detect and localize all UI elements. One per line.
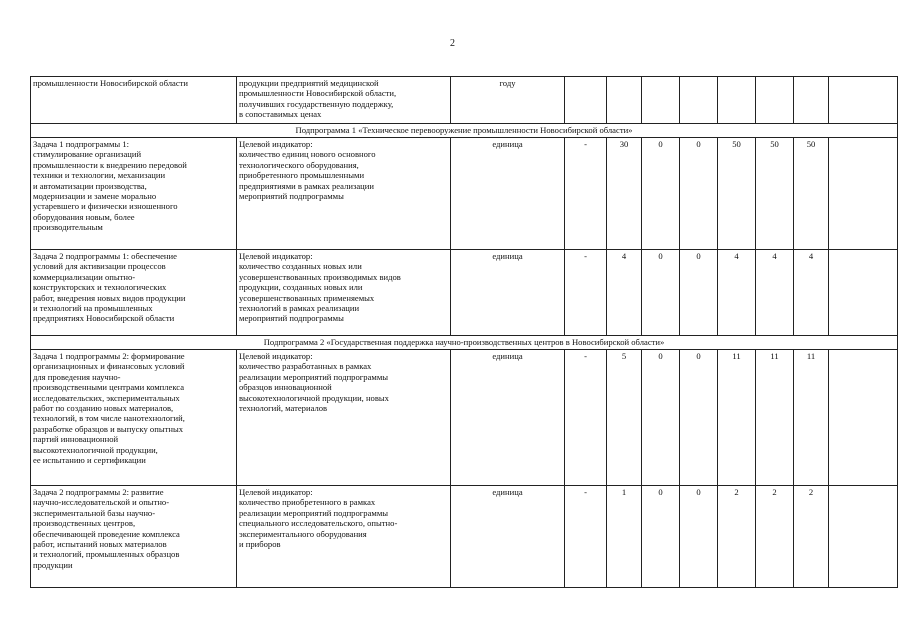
value-cell: 0 (642, 350, 680, 486)
subprogram-header-row (31, 124, 898, 138)
task-cell: промышленности Новосибирской области (31, 77, 237, 124)
indicator-cell: Целевой индикатор: количество созданных новых или усовершенствованных производимых видов продукции, созданных новых или усовершенствованных применяемых технологий в рамках реализации мероприятий подпрограммы (237, 250, 451, 336)
unit-cell: единица (451, 138, 565, 250)
table-row (31, 250, 898, 336)
empty-cell (829, 77, 898, 124)
value-cell (756, 77, 794, 124)
value-cell: 2 (756, 486, 794, 588)
task-cell: Задача 1 подпрограммы 2: формирование организационных и финансовых условий для проведения научно- производственными центрами комплекса исследовательских, экспериментальных работ по созданию новых материалов, технологий, в том числе нанотехнологий, разработке образцов и выпуску опытных партий инновационной высокотехнологичной продукции, ее испытанию и сертификации (31, 350, 237, 486)
value-cell: 1 (607, 486, 642, 588)
value-cell (642, 77, 680, 124)
indicator-cell: продукции предприятий медицинской промышленности Новосибирской области, получивших государственную поддержку, в сопоставимых ценах (237, 77, 451, 124)
unit-cell: году (451, 77, 565, 124)
task-cell: Задача 2 подпрограммы 1: обеспечение условий для активизации процессов коммерциализации опытно- конструкторских и технологических работ, внедрения новых видов продукции и технологий на промышленных предприятиях Новосибирской области (31, 250, 237, 336)
unit-cell: единица (451, 250, 565, 336)
value-cell: 2 (794, 486, 829, 588)
value-cell: 0 (680, 486, 718, 588)
table-row (31, 138, 898, 250)
value-cell: 4 (794, 250, 829, 336)
value-cell: 50 (756, 138, 794, 250)
empty-cell (829, 250, 898, 336)
subprogram-title: Подпрограмма 2 «Государственная поддержка научно-производственных центров в Новосибирской области» (31, 336, 898, 350)
subprogram-header-row (31, 336, 898, 350)
value-cell: 30 (607, 138, 642, 250)
value-cell: - (565, 138, 607, 250)
value-cell: - (565, 350, 607, 486)
value-cell (680, 77, 718, 124)
empty-cell (829, 486, 898, 588)
value-cell: 50 (794, 138, 829, 250)
unit-cell: единица (451, 350, 565, 486)
indicator-cell: Целевой индикатор: количество приобретенного в рамках реализации мероприятий подпрограммы специального исследовательского, опытно- экспериментального оборудования и приборов (237, 486, 451, 588)
indicators-table (30, 76, 898, 588)
table-row (31, 77, 898, 124)
value-cell: 50 (718, 138, 756, 250)
value-cell: 4 (718, 250, 756, 336)
subprogram-title: Подпрограмма 1 «Техническое перевооружение промышленности Новосибирской области» (31, 124, 898, 138)
page-number: 2 (450, 38, 455, 49)
value-cell: 4 (607, 250, 642, 336)
task-cell: Задача 1 подпрограммы 1: стимулирование организаций промышленности к внедрению передовой техники и технологии, механизации и автоматизации производства, модернизации и замене морально устаревшего и физически изношенного оборудования новым, более производительным (31, 138, 237, 250)
value-cell: 5 (607, 350, 642, 486)
value-cell: 2 (718, 486, 756, 588)
value-cell: 11 (794, 350, 829, 486)
value-cell (794, 77, 829, 124)
value-cell: 0 (680, 250, 718, 336)
empty-cell (829, 138, 898, 250)
value-cell: 0 (642, 486, 680, 588)
value-cell (607, 77, 642, 124)
indicator-cell: Целевой индикатор: количество разработанных в рамках реализации мероприятий подпрограммы образцов инновационной высокотехнологичной продукции, новых технологий, материалов (237, 350, 451, 486)
value-cell (565, 77, 607, 124)
value-cell: 0 (680, 350, 718, 486)
table-row (31, 350, 898, 486)
indicator-cell: Целевой индикатор: количество единиц нового основного технологического оборудования, приобретенного промышленными предприятиями в рамках реализации мероприятий подпрограммы (237, 138, 451, 250)
value-cell: - (565, 486, 607, 588)
value-cell (718, 77, 756, 124)
value-cell: 11 (756, 350, 794, 486)
value-cell: 0 (642, 138, 680, 250)
value-cell: 0 (642, 250, 680, 336)
value-cell: 0 (680, 138, 718, 250)
unit-cell: единица (451, 486, 565, 588)
task-cell: Задача 2 подпрограммы 2: развитие научно-исследовательской и опытно- экспериментальной базы научно- производственных центров, обеспечивающей проведение комплекса работ, испытаний новых материалов и технологий, промышленных образцов продукции (31, 486, 237, 588)
value-cell: 11 (718, 350, 756, 486)
value-cell: 4 (756, 250, 794, 336)
table-row (31, 486, 898, 588)
value-cell: - (565, 250, 607, 336)
empty-cell (829, 350, 898, 486)
